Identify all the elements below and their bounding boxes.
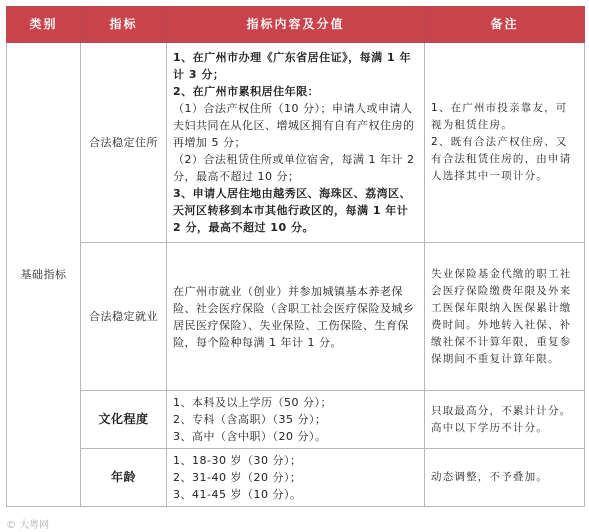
residence-remark-2: 2、既有合法产权住房、又有合法租赁住房的，由申请人选择其中一项计分。 [431,136,572,182]
table-row-education [7,391,585,449]
content-education [167,391,425,449]
age-line-1: 1、18-30 岁（30 分）； [173,454,302,467]
content-residence [167,43,425,243]
indicator-residence: 合法稳定住所 [81,43,167,243]
education-line-1: 1、本科及以上学历（50 分）； [173,396,332,409]
remark-education: 只取最高分，不累计计分。高中以下学历不计分。 [425,391,585,449]
table-row-residence [7,43,585,243]
education-line-3: 3、高中（含中职）（20 分）。 [173,430,327,443]
education-line-2: 2、专科（含高职）（35 分）； [173,413,327,426]
age-line-2: 2、31-40 岁（20 分）； [173,471,302,484]
residence-remark-1: 1、在广州市投亲靠友，可视为租赁住房。 [431,102,568,131]
remark-employment: 失业保险基金代缴的职工社会医疗保险缴费年限及外来工医保年限纳入医保累计缴费时间。外地转入社保、补缴社保不计算年限，重复参保期间不重复计算年限。 [425,243,585,391]
table-header-row [7,7,585,43]
remark-age: 动态调整，不予叠加。 [425,449,585,507]
points-table [6,6,585,507]
watermark: © 大粤网 [6,520,50,531]
residence-line-2: 2、在广州市累积居住年限： [173,85,320,98]
residence-line-4: （2）合法租赁住所或单位宿舍，每满 1 年计 2 分，最高不超过 10 分； [173,153,415,183]
residence-line-5: 3、申请人居住地由越秀区、海珠区、荔湾区、天河区转移到本市其他行政区的，每满 1 年计 2 分，最高不超过 10 分。 [173,187,412,234]
indicator-education: 文化程度 [81,391,167,449]
header-content: 指标内容及分值 [167,7,425,43]
content-age [167,449,425,507]
header-category: 类别 [7,7,81,43]
age-line-3: 3、41-45 岁（10 分）。 [173,488,302,501]
residence-line-1: 1、在广州市办理《广东省居住证》，每满 1 年计 3 分； [173,51,411,81]
remark-residence [425,43,585,243]
content-employment: 在广州市就业（创业）并参加城镇基本养老保险、社会医疗保险（含职工社会医疗保险及城乡居民医疗保险）、失业保险、工伤保险、生育保险，每个险种每满 1 年计 1 分。 [167,243,425,391]
indicator-age: 年龄 [81,449,167,507]
category-cell: 基础指标 [7,43,81,507]
indicator-employment: 合法稳定就业 [81,243,167,391]
header-remark: 备注 [425,7,585,43]
table-row-age [7,449,585,507]
header-indicator: 指标 [81,7,167,43]
table-row-employment [7,243,585,391]
residence-line-3: （1）合法产权住所（10 分）；申请人或申请人夫妇共同在从化区、增城区拥有自有产权住房的再增加 5 分； [173,102,415,149]
